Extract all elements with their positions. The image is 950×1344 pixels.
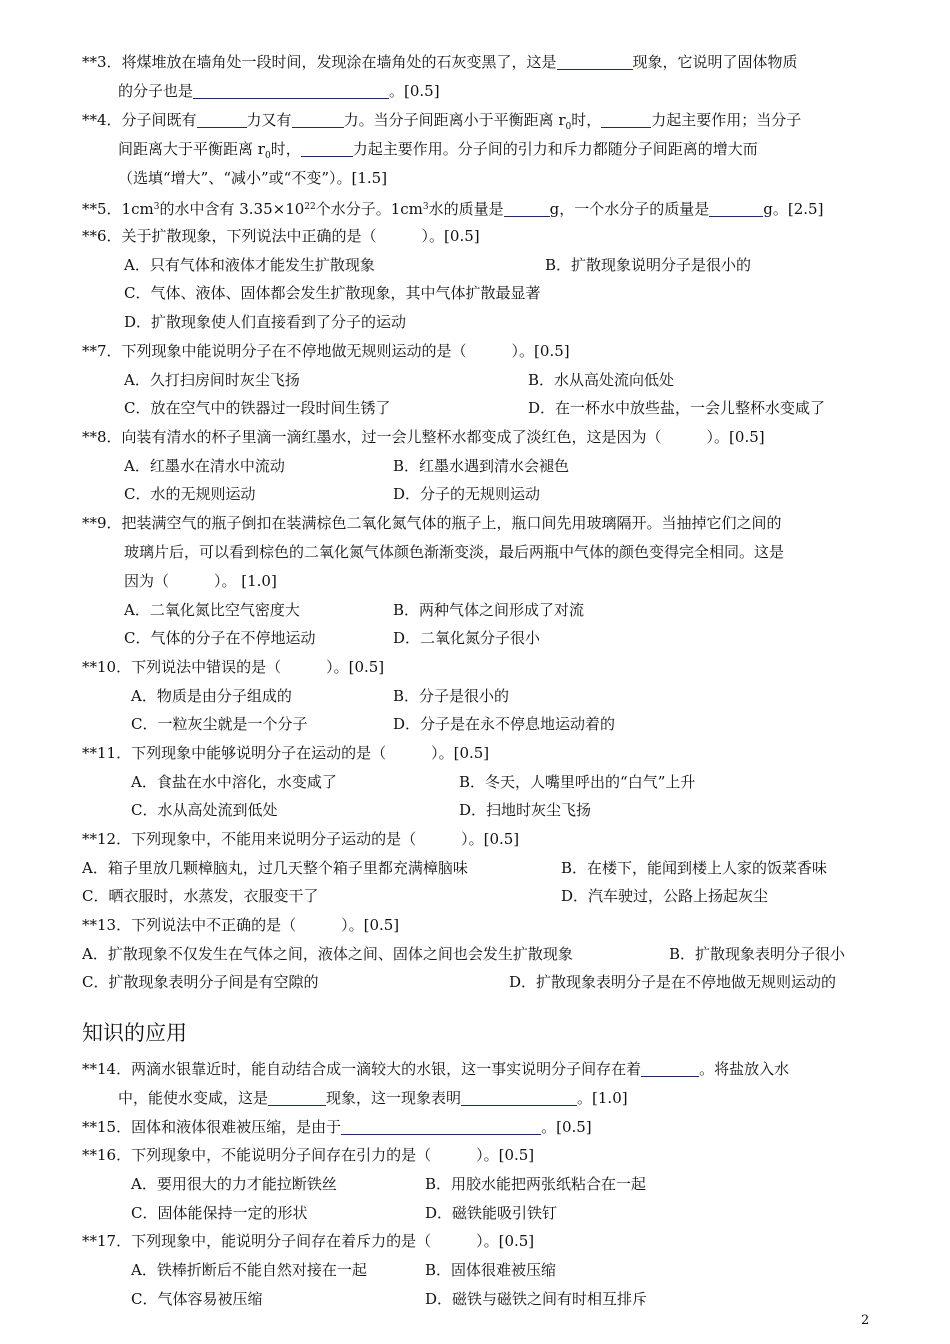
- q8-option-c[interactable]: C．水的无规则运动: [124, 485, 256, 503]
- q7-option-d[interactable]: D．在一杯水中放些盐，一会儿整杯水变咸了: [528, 399, 826, 417]
- q9-option-c[interactable]: C．气体的分子在不停地运动: [124, 629, 316, 647]
- q11-stem: **11．下列现象中能够说明分子在运动的是（ ）。[0.5]: [82, 744, 490, 762]
- q4-text: 力起主要作用。分子间的引力和斥力都随分子间距离的增大而: [352, 140, 758, 158]
- q14-blank-2[interactable]: [268, 1090, 326, 1106]
- q16-option-d[interactable]: D．磁铁能吸引铁钉: [425, 1204, 558, 1222]
- q7-option-c[interactable]: C．放在空气中的铁器过一段时间生锈了: [124, 399, 391, 417]
- q4-text: **4．分子间既有: [82, 111, 197, 129]
- q4-text: 时，: [270, 140, 301, 158]
- section-title: 知识的应用: [82, 1021, 187, 1045]
- q14-text: **14．两滴水银靠近时，能自动结合成一滴较大的水银，这一事实说明分子间存在着: [82, 1060, 642, 1078]
- q6-option-a[interactable]: A．只有气体和液体才能发生扩散现象: [124, 256, 375, 274]
- q7-stem: **7．下列现象中能说明分子在不停地做无规则运动的是（ ）。[0.5]: [82, 342, 570, 360]
- q11-option-b[interactable]: B．冬天，人嘴里呼出的“白气”上升: [459, 773, 696, 791]
- q11-option-a[interactable]: A．食盐在水中溶化，水变咸了: [131, 773, 337, 791]
- q12-option-b[interactable]: B．在楼下，能闻到楼上人家的饭菜香味: [561, 859, 828, 877]
- q14-line1: [82, 1059, 789, 1079]
- q12-stem: **12．下列现象中，不能用来说明分子运动的是（ ）。[0.5]: [82, 830, 520, 848]
- q3-line2: [118, 81, 440, 101]
- q5-text: **5．1cm: [82, 200, 154, 218]
- q12-option-c[interactable]: C．晒衣服时，水蒸发，衣服变干了: [82, 887, 319, 905]
- q9-option-a[interactable]: A．二氧化氮比空气密度大: [124, 601, 300, 619]
- q13-stem: **13．下列说法中不正确的是（ ）。[0.5]: [82, 916, 400, 934]
- q16-option-b[interactable]: B．用胶水能把两张纸粘合在一起: [425, 1175, 647, 1193]
- q10-stem: **10．下列说法中错误的是（ ）。[0.5]: [82, 658, 385, 676]
- q6-stem: **6．关于扩散现象，下列说法中正确的是（ ）。[0.5]: [82, 227, 480, 245]
- q16-option-a[interactable]: A．要用很大的力才能拉断铁丝: [131, 1175, 337, 1193]
- q4-text: 间距离大于平衡距离 r: [118, 140, 265, 158]
- q4-text: 力起主要作用；当分子: [651, 111, 802, 129]
- q12-option-d[interactable]: D．汽车驶过，公路上扬起灰尘: [561, 887, 769, 905]
- q5-text: 水的质量是: [428, 200, 504, 218]
- q14-text: 现象，这一现象表明: [326, 1089, 462, 1107]
- q10-option-b[interactable]: B．分子是很小的: [393, 687, 510, 705]
- q13-option-a[interactable]: A．扩散现象不仅发生在气体之间，液体之间、固体之间也会发生扩散现象: [82, 945, 573, 963]
- q14-text: 中，能使水变咸，这是: [118, 1089, 269, 1107]
- q9-line2: 玻璃片后，可以看到棕色的二氧化氮气体颜色渐渐变淡，最后两瓶中气体的颜色变得完全相同。这是: [124, 543, 785, 561]
- q8-option-d[interactable]: D．分子的无规则运动: [393, 485, 541, 503]
- q10-option-a[interactable]: A．物质是由分子组成的: [131, 687, 292, 705]
- q7-option-a[interactable]: A．久打扫房间时灰尘飞扬: [124, 371, 300, 389]
- q4-subscript: 0: [264, 151, 271, 161]
- q3-blank-1[interactable]: [557, 54, 633, 70]
- q6-option-b[interactable]: B．扩散现象说明分子是很小的: [545, 256, 752, 274]
- q13-option-c[interactable]: C．扩散现象表明分子间是有空隙的: [82, 973, 319, 991]
- q8-option-a[interactable]: A．红墨水在清水中流动: [124, 457, 285, 475]
- q5-superscript: 22: [304, 202, 316, 212]
- q4-blank-3[interactable]: [601, 112, 651, 128]
- q5-superscript: 3: [422, 202, 429, 212]
- q3-text: **3．将煤堆放在墙角处一段时间，发现涂在墙角处的石灰变黑了，这是: [82, 53, 557, 71]
- q14-text: 。将盐放入水: [699, 1060, 790, 1078]
- q4-blank-2[interactable]: [292, 112, 344, 128]
- q13-option-b[interactable]: B．扩散现象表明分子很小: [669, 945, 846, 963]
- page-number: 2: [861, 1313, 870, 1328]
- q4-line2: [118, 139, 758, 166]
- q8-stem: **8．向装有清水的杯子里滴一滴红墨水，过一会儿整杯水都变成了淡红色，这是因为（ ）。[0.5]: [82, 428, 765, 446]
- q4-line1: [82, 110, 801, 137]
- q7-option-b[interactable]: B．水从高处流向低处: [528, 371, 675, 389]
- q5-superscript: 3: [153, 202, 160, 212]
- q15-text: **15．固体和液体很难被压缩，是由于: [82, 1118, 342, 1136]
- q16-option-c[interactable]: C．固体能保持一定的形状: [131, 1204, 308, 1222]
- q15-blank[interactable]: [341, 1119, 541, 1135]
- q17-option-c[interactable]: C．气体容易被压缩: [131, 1290, 263, 1308]
- q6-option-c[interactable]: C．气体、液体、固体都会发生扩散现象，其中气体扩散最显著: [124, 284, 541, 302]
- q5-text: 个水分子。1cm: [315, 200, 423, 218]
- q5-text: g，一个水分子的质量是: [549, 200, 710, 218]
- q3-line1: [82, 52, 798, 72]
- q17-option-a[interactable]: A．铁棒折断后不能自然对接在一起: [131, 1261, 367, 1279]
- q9-option-b[interactable]: B．两种气体之间形成了对流: [393, 601, 585, 619]
- q5-blank-2[interactable]: [709, 201, 763, 217]
- q4-text: 力。当分子间距离小于平衡距离 r: [343, 111, 566, 129]
- q4-blank-1[interactable]: [197, 112, 247, 128]
- q11-option-d[interactable]: D．扫地时灰尘飞扬: [459, 801, 592, 819]
- q10-option-c[interactable]: C．一粒灰尘就是一个分子: [131, 715, 308, 733]
- q9-line3: 因为（ ）。 [1.0]: [124, 572, 277, 590]
- q6-option-d[interactable]: D．扩散现象使人们直接看到了分子的运动: [124, 313, 407, 331]
- q14-text: 。[1.0]: [577, 1089, 628, 1107]
- q4-text: 力又有: [246, 111, 292, 129]
- q14-blank-3[interactable]: [461, 1090, 577, 1106]
- q14-line2: [118, 1088, 628, 1108]
- q5-line: [82, 197, 823, 219]
- q9-line1: **9．把装满空气的瓶子倒扣在装满棕色二氧化氮气体的瓶子上，瓶口间先用玻璃隔开。当抽掉它们之间的: [82, 514, 782, 532]
- q15-line: [82, 1117, 592, 1137]
- q17-option-b[interactable]: B．固体很难被压缩: [425, 1261, 557, 1279]
- q16-stem: **16．下列现象中，不能说明分子间存在引力的是（ ）。[0.5]: [82, 1146, 535, 1164]
- q3-text: 现象，它说明了固体物质: [632, 53, 798, 71]
- q5-text: g。[2.5]: [763, 200, 824, 218]
- q10-option-d[interactable]: D．分子是在永不停息地运动着的: [393, 715, 616, 733]
- q4-line3: （选填“增大”、“减小”或“不变”）。[1.5]: [118, 169, 388, 187]
- q5-blank-1[interactable]: [504, 201, 550, 217]
- q4-subscript: 0: [565, 122, 572, 132]
- q3-blank-2[interactable]: [193, 83, 389, 99]
- q3-text: 的分子也是: [118, 82, 194, 100]
- q13-option-d[interactable]: D．扩散现象表明分子是在不停地做无规则运动的: [509, 973, 837, 991]
- q11-option-c[interactable]: C．水从高处流到低处: [131, 801, 278, 819]
- q4-blank-4[interactable]: [301, 141, 353, 157]
- q17-option-d[interactable]: D．磁铁与磁铁之间有时相互排斥: [425, 1290, 648, 1308]
- q9-option-d[interactable]: D．二氧化氮分子很小: [393, 629, 541, 647]
- q17-stem: **17．下列现象中，能说明分子间存在着斥力的是（ ）。[0.5]: [82, 1232, 535, 1250]
- q5-text: 的水中含有 3.35×10: [159, 200, 305, 218]
- q14-blank-1[interactable]: [641, 1061, 699, 1077]
- q15-text: 。[0.5]: [541, 1118, 592, 1136]
- q3-text: 。[0.5]: [389, 82, 440, 100]
- q8-option-b[interactable]: B．红墨水遇到清水会褪色: [393, 457, 570, 475]
- q12-option-a[interactable]: A．箱子里放几颗樟脑丸，过几天整个箱子里都充满樟脑味: [82, 859, 468, 877]
- q4-text: 时，: [571, 111, 602, 129]
